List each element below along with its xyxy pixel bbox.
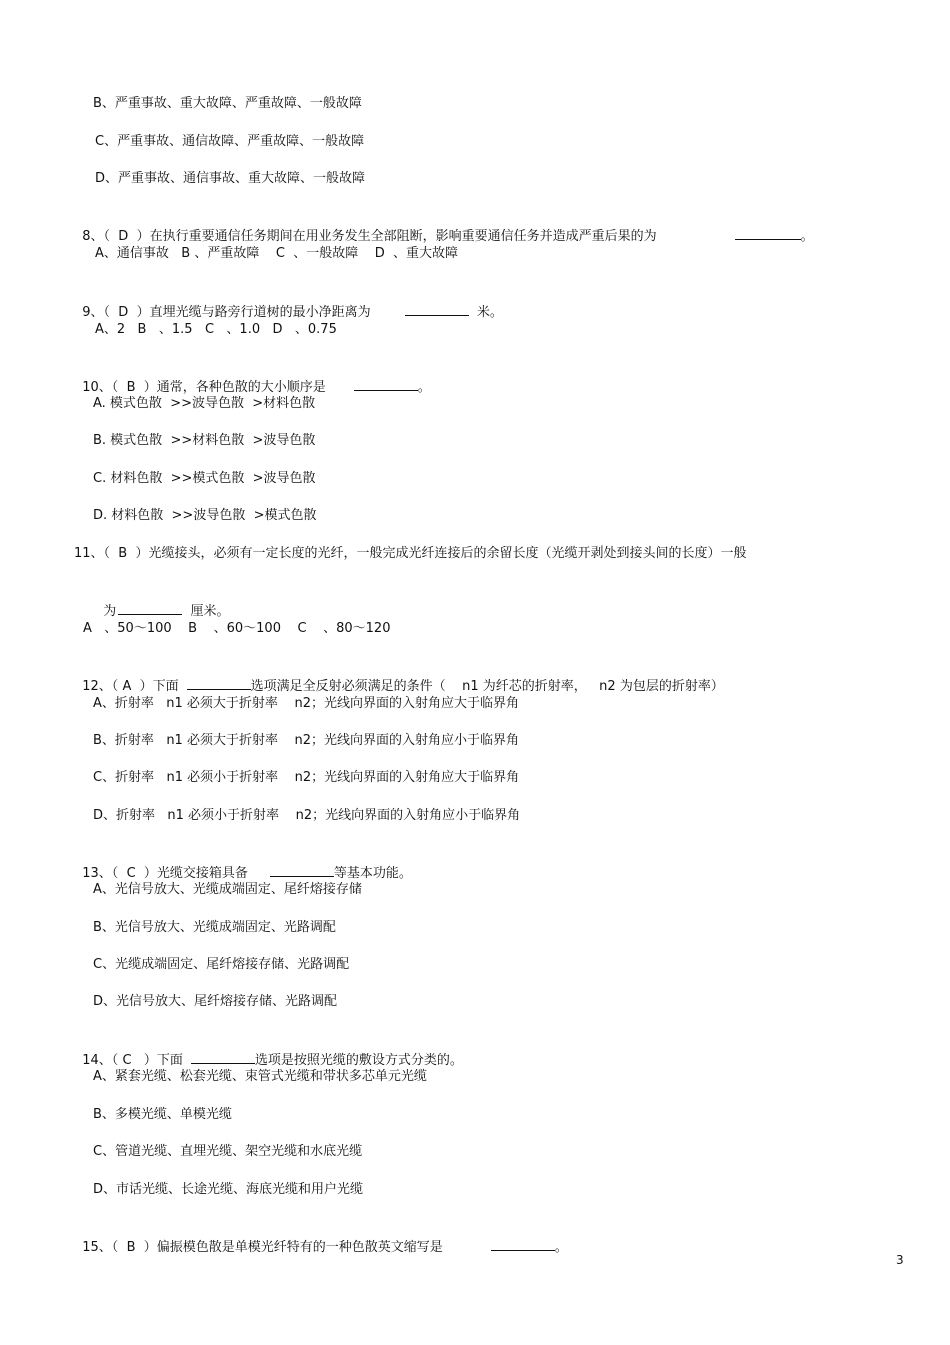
answer-blank [187, 675, 251, 690]
option-13-c: C、光缆成端固定、尾纤熔接存储、光路调配 [93, 957, 350, 972]
question-11: 11、（ B ）光缆接头，必须有一定长度的光纤，一般完成光纤连接后的余留长度（光缆开剥处到接头间的长度）一般 [74, 546, 747, 561]
answer-blank [735, 225, 801, 240]
question-11-continuation: 为 厘米。 [95, 582, 230, 621]
answer-blank [191, 1049, 255, 1064]
question-14: 14、（ C ）下面 选项是按照光缆的敷设方式分类的。 [74, 1031, 463, 1070]
question-11-options: A 、50～100 B 、60～100 C 、80～120 [83, 621, 391, 636]
option-14-b: B、多模光缆、单模光缆 [93, 1107, 232, 1122]
option-13-d: D、光信号放大、尾纤熔接存储、光路调配 [93, 994, 338, 1009]
option-8-b: B、严重事故、重大故障、严重故障、一般故障 [93, 96, 362, 111]
option-10-c: C. 材料色散 >>模式色散 >波导色散 [93, 471, 316, 486]
option-14-d: D、市话光缆、长途光缆、海底光缆和用户光缆 [93, 1182, 364, 1197]
answer-blank [118, 600, 182, 615]
option-12-a: A、折射率 n1 必须大于折射率 n2；光线向界面的入射角应大于临界角 [93, 696, 519, 711]
option-12-c: C、折射率 n1 必须小于折射率 n2；光线向界面的入射角应大于临界角 [93, 770, 520, 785]
answer-blank [405, 301, 469, 316]
answer-blank [491, 1236, 555, 1251]
option-8-c: C、严重事故、通信故障、严重故障、一般故障 [95, 134, 365, 149]
option-13-b: B、光信号放大、光缆成端固定、光路调配 [93, 920, 336, 935]
answer-blank [354, 376, 418, 391]
option-10-a: A. 模式色散 >>波导色散 >材料色散 [93, 396, 316, 411]
option-10-b: B. 模式色散 >>材料色散 >波导色散 [93, 433, 316, 448]
option-13-a: A、光信号放大、光缆成端固定、尾纤熔接存储 [93, 882, 362, 897]
question-10: 10、（ B ）通常，各种色散的大小顺序是 。 [74, 358, 431, 397]
option-8-d: D、严重事故、通信事故、重大故障、一般故障 [95, 171, 366, 186]
option-10-d: D. 材料色散 >>波导色散 >模式色散 [93, 508, 317, 523]
option-12-b: B、折射率 n1 必须大于折射率 n2；光线向界面的入射角应小于临界角 [93, 733, 519, 748]
option-14-c: C、管道光缆、直埋光缆、架空光缆和水底光缆 [93, 1144, 363, 1159]
question-8-options: A、通信事故 B 、严重故障 C 、一般故障 D 、重大故障 [95, 246, 459, 261]
question-13: 13、（ C ）光缆交接箱具备 等基本功能。 [74, 844, 412, 883]
page-number: 3 [896, 1253, 904, 1267]
answer-blank [270, 862, 334, 877]
option-12-d: D、折射率 n1 必须小于折射率 n2；光线向界面的入射角应小于临界角 [93, 808, 521, 823]
option-14-a: A、紧套光缆、松套光缆、束管式光缆和带状多芯单元光缆 [93, 1069, 427, 1084]
question-12: 12、（ A ）下面 选项满足全反射必须满足的条件（ n1 为纤芯的折射率， n2 为包层的折射率） [74, 657, 724, 696]
question-15: 15、（ B ）偏振模色散是单模光纤特有的一种色散英文缩写是 。 [74, 1218, 568, 1257]
question-8: 8、（ D ）在执行重要通信任务期间在用业务发生全部阻断，影响重要通信任务并造成严重后果的为 。 [74, 207, 814, 246]
question-9-options: A、2 B 、1.5 C 、1.0 D 、0.75 [95, 322, 337, 337]
question-9: 9、（ D ）直埋光缆与路旁行道树的最小净距离为 米。 [74, 283, 503, 322]
